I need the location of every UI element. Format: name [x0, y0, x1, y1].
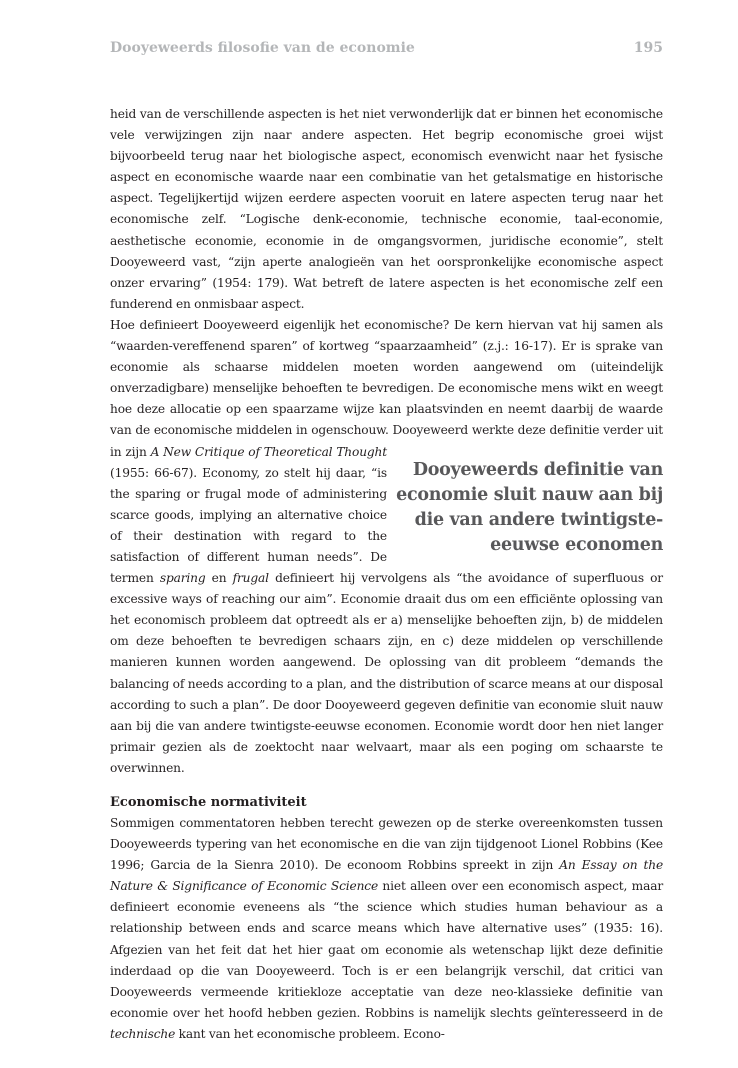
book-title: An Essay on the Nature & Significance of Economic Science	[110, 858, 664, 894]
text-run: kant van het economische probleem. Econo-	[175, 1026, 445, 1041]
term: sparing	[159, 571, 206, 586]
text-run: en	[205, 571, 233, 586]
paragraph: heid van de verschillende aspecten is het niet verwonderlijk dat er binnen het economische vele verwijzingen zijn naar andere aspecten. Het begrip economische groei wijst bijvoorbeeld terug naar het biologische aspect, economisch evenwicht naar het fysische aspect en economische waarde naar een combinatie van het getalsmatige en historische aspect. Tegelijkertijd wijzen eerdere aspecten vooruit en latere aspecten terug naar het economische zelf. “Logische denk-economie, technische economie, taal-economie, aesthetische economie, economie in de omgangsvormen, juridische economie”, stelt Dooyeweerd vast, “zijn aperte analogieën van het oorspronkelijke economische aspect onzer ervaring” (1954: 179). Wat betreft de latere aspecten is het economische zelf een funderend en onmisbaar aspect.	[110, 107, 663, 311]
page-header	[110, 40, 663, 62]
emphasis: technische	[110, 1026, 176, 1041]
running-title: Dooyeweerds filosofie van de economie	[110, 40, 415, 56]
text-run: niet alleen over een economisch aspect, maar definieert economie eveneens als “the science which studies human behaviour as a relationship between ends and scarce means which have alternative uses” (1935: 16). Afgezien van het feit dat het hier gaat om economie als wetenschap lijkt deze definitie inderdaad op die van Dooyeweerd. Toch is er een belangrijk verschil, dat critici van Dooyeweerds vermeende kritiekloze acceptatie van deze neo-klassieke definitie van economie over het hoofd hebben gezien. Robbins is namelijk slechts geïnteresseerd in de	[110, 879, 663, 1020]
term: frugal	[232, 571, 269, 586]
text-run: (1955: 66-67). Economy, zo stelt hij daar, “is the sparing or frugal mode of administering scarce goods, implying an alternative choice of their destination with regard to the satisfaction of different human needs”. De termen	[110, 465, 387, 586]
text-run: Sommigen commentatoren hebben terecht gewezen op de sterke overeenkomsten tussen Dooyeweerds typering van het economische en die van zijn tijdgenoot Lionel Robbins (Kee 1996; Garcia de la Sienra 2010). De econoom Robbins spreekt in zijn	[110, 816, 663, 873]
text-run: Hoe definieert Dooyeweerd eigenlijk het economische? De kern hiervan vat hij samen als “waarden-vereffenend sparen” of kortweg “spaarzaamheid” (z.j.: 16-17). Er is sprake van economie als schaarse middelen moeten worden aangewend om (uiteindelijk onverzadigbare) menselijke behoeften te bevredigen. De economische mens wikt en weegt hoe deze allocatie op een spaarzame wijze kan plaatsvinden en neemt daarbij de waarde van de economische middelen in ogenschouw. Dooyeweerd werkte deze definitie verder uit in zijn	[110, 318, 663, 459]
pull-quote: Dooyeweerds definitie van economie sluit nauw aan bij die van andere twintigste-eeuwse economen	[396, 459, 663, 555]
paragraph	[110, 813, 663, 1045]
book-title: A New Critique of Theoretical Thought	[150, 444, 387, 459]
text-run: definieert hij vervolgens als “the avoidance of superfluous or excessive ways of reaching our aim”. Economie draait dus om een efficiënte oplossing van het economisch probleem dat optreedt als er a) menselijke behoeften zijn, b) de middelen om deze behoeften te bevredigen schaars zijn, en c) deze middelen op verschillende manieren kunnen worden aangewend. De oplossing van dit probleem “demands the balancing of needs according to a plan, and the distribution of scarce means at our disposal according to such a plan”. De door Dooyeweerd gegeven definitie van economie sluit nauw aan bij die van andere twintigste-eeuwse economen. Economie wordt door hen niet langer primair gezien als de zoektocht naar welvaart, maar als een poging om schaarste te overwinnen.	[110, 571, 663, 775]
body-text	[110, 104, 663, 1045]
section-heading: Economische normativiteit	[110, 795, 307, 810]
page-number: 195	[633, 40, 663, 56]
